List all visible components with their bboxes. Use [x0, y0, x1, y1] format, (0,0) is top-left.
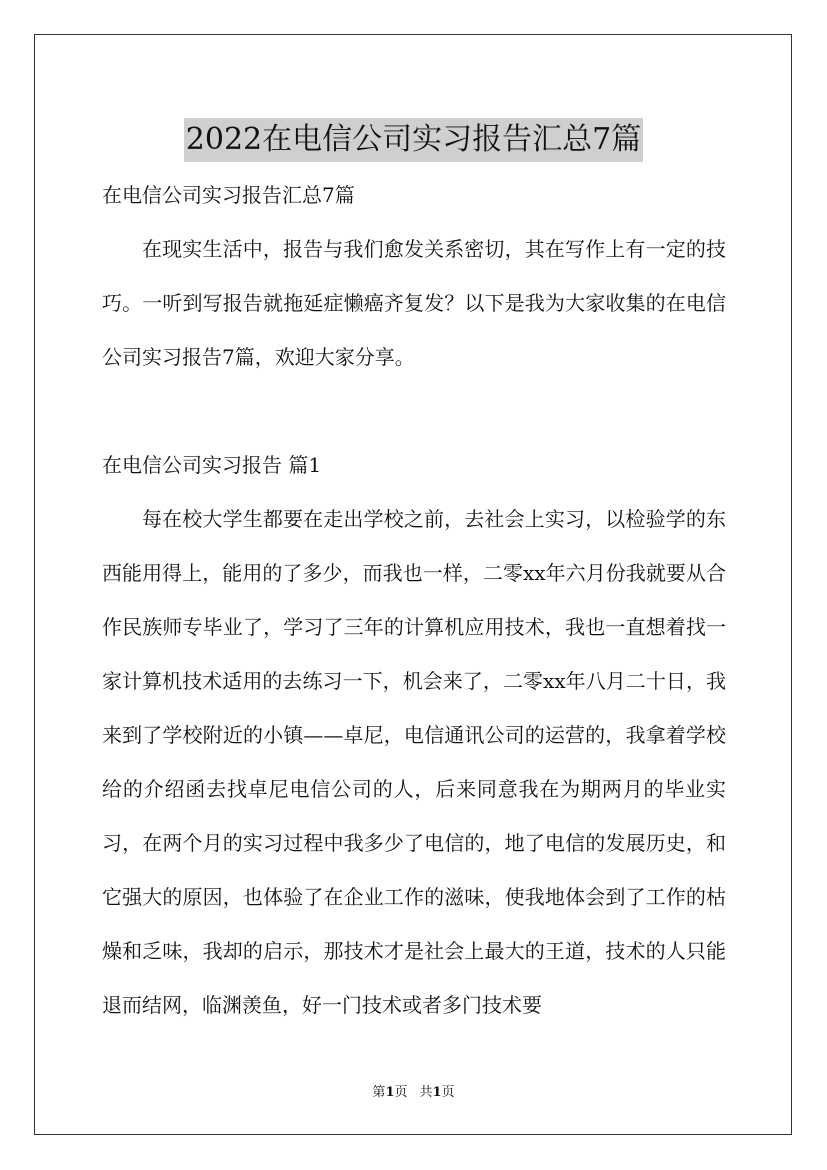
page-total-suffix: 页	[441, 1085, 455, 1100]
intro-paragraph: 在现实生活中，报告与我们愈发关系密切，其在写作上有一定的技巧。一听到写报告就拖延症懒癌齐复发？以下是我为大家收集的在电信公司实习报告7篇，欢迎大家分享。	[102, 237, 726, 369]
page-total-count: 1	[432, 1085, 442, 1100]
page-number-current: 1	[385, 1085, 395, 1100]
paragraph-spacer	[102, 384, 726, 438]
document-title: 2022在电信公司实习报告汇总7篇	[184, 118, 643, 162]
section-paragraph: 每在校大学生都要在走出学校之前，去社会上实习，以检验学的东西能用得上，能用的了多少，而我也一样，二零xx年六月份我就要从合作民族师专毕业了，学习了三年的计算机应用技术，我也一直想着找一家计算机技术适用的去练习一下，机会来了，二零xx年八月二十日，我来到了学校附近的小镇——卓尼，电信通讯公司的运营的，我拿着学校给的介绍函去找卓尼电信公司的人，后来同意我在为期两月的毕业实习，在两个月的实习过程中我多少了电信的，地了电信的发展历史，和它强大的原因，也体验了在企业工作的滋味，使我地体会到了工作的枯燥和乏味，我却的启示，那技术才是社会上最大的王道，技术的人只能退而结网，临渊羡鱼，好一门技术或者多门技术要	[102, 507, 726, 1017]
document-body	[102, 168, 726, 1032]
page-total-prefix: 共	[419, 1085, 433, 1100]
page-footer	[0, 1084, 827, 1102]
page-number-suffix: 页	[394, 1085, 408, 1100]
document-subtitle: 在电信公司实习报告汇总7篇	[102, 183, 355, 207]
section-heading: 在电信公司实习报告 篇1	[102, 453, 322, 477]
page-number-prefix: 第	[372, 1085, 386, 1100]
